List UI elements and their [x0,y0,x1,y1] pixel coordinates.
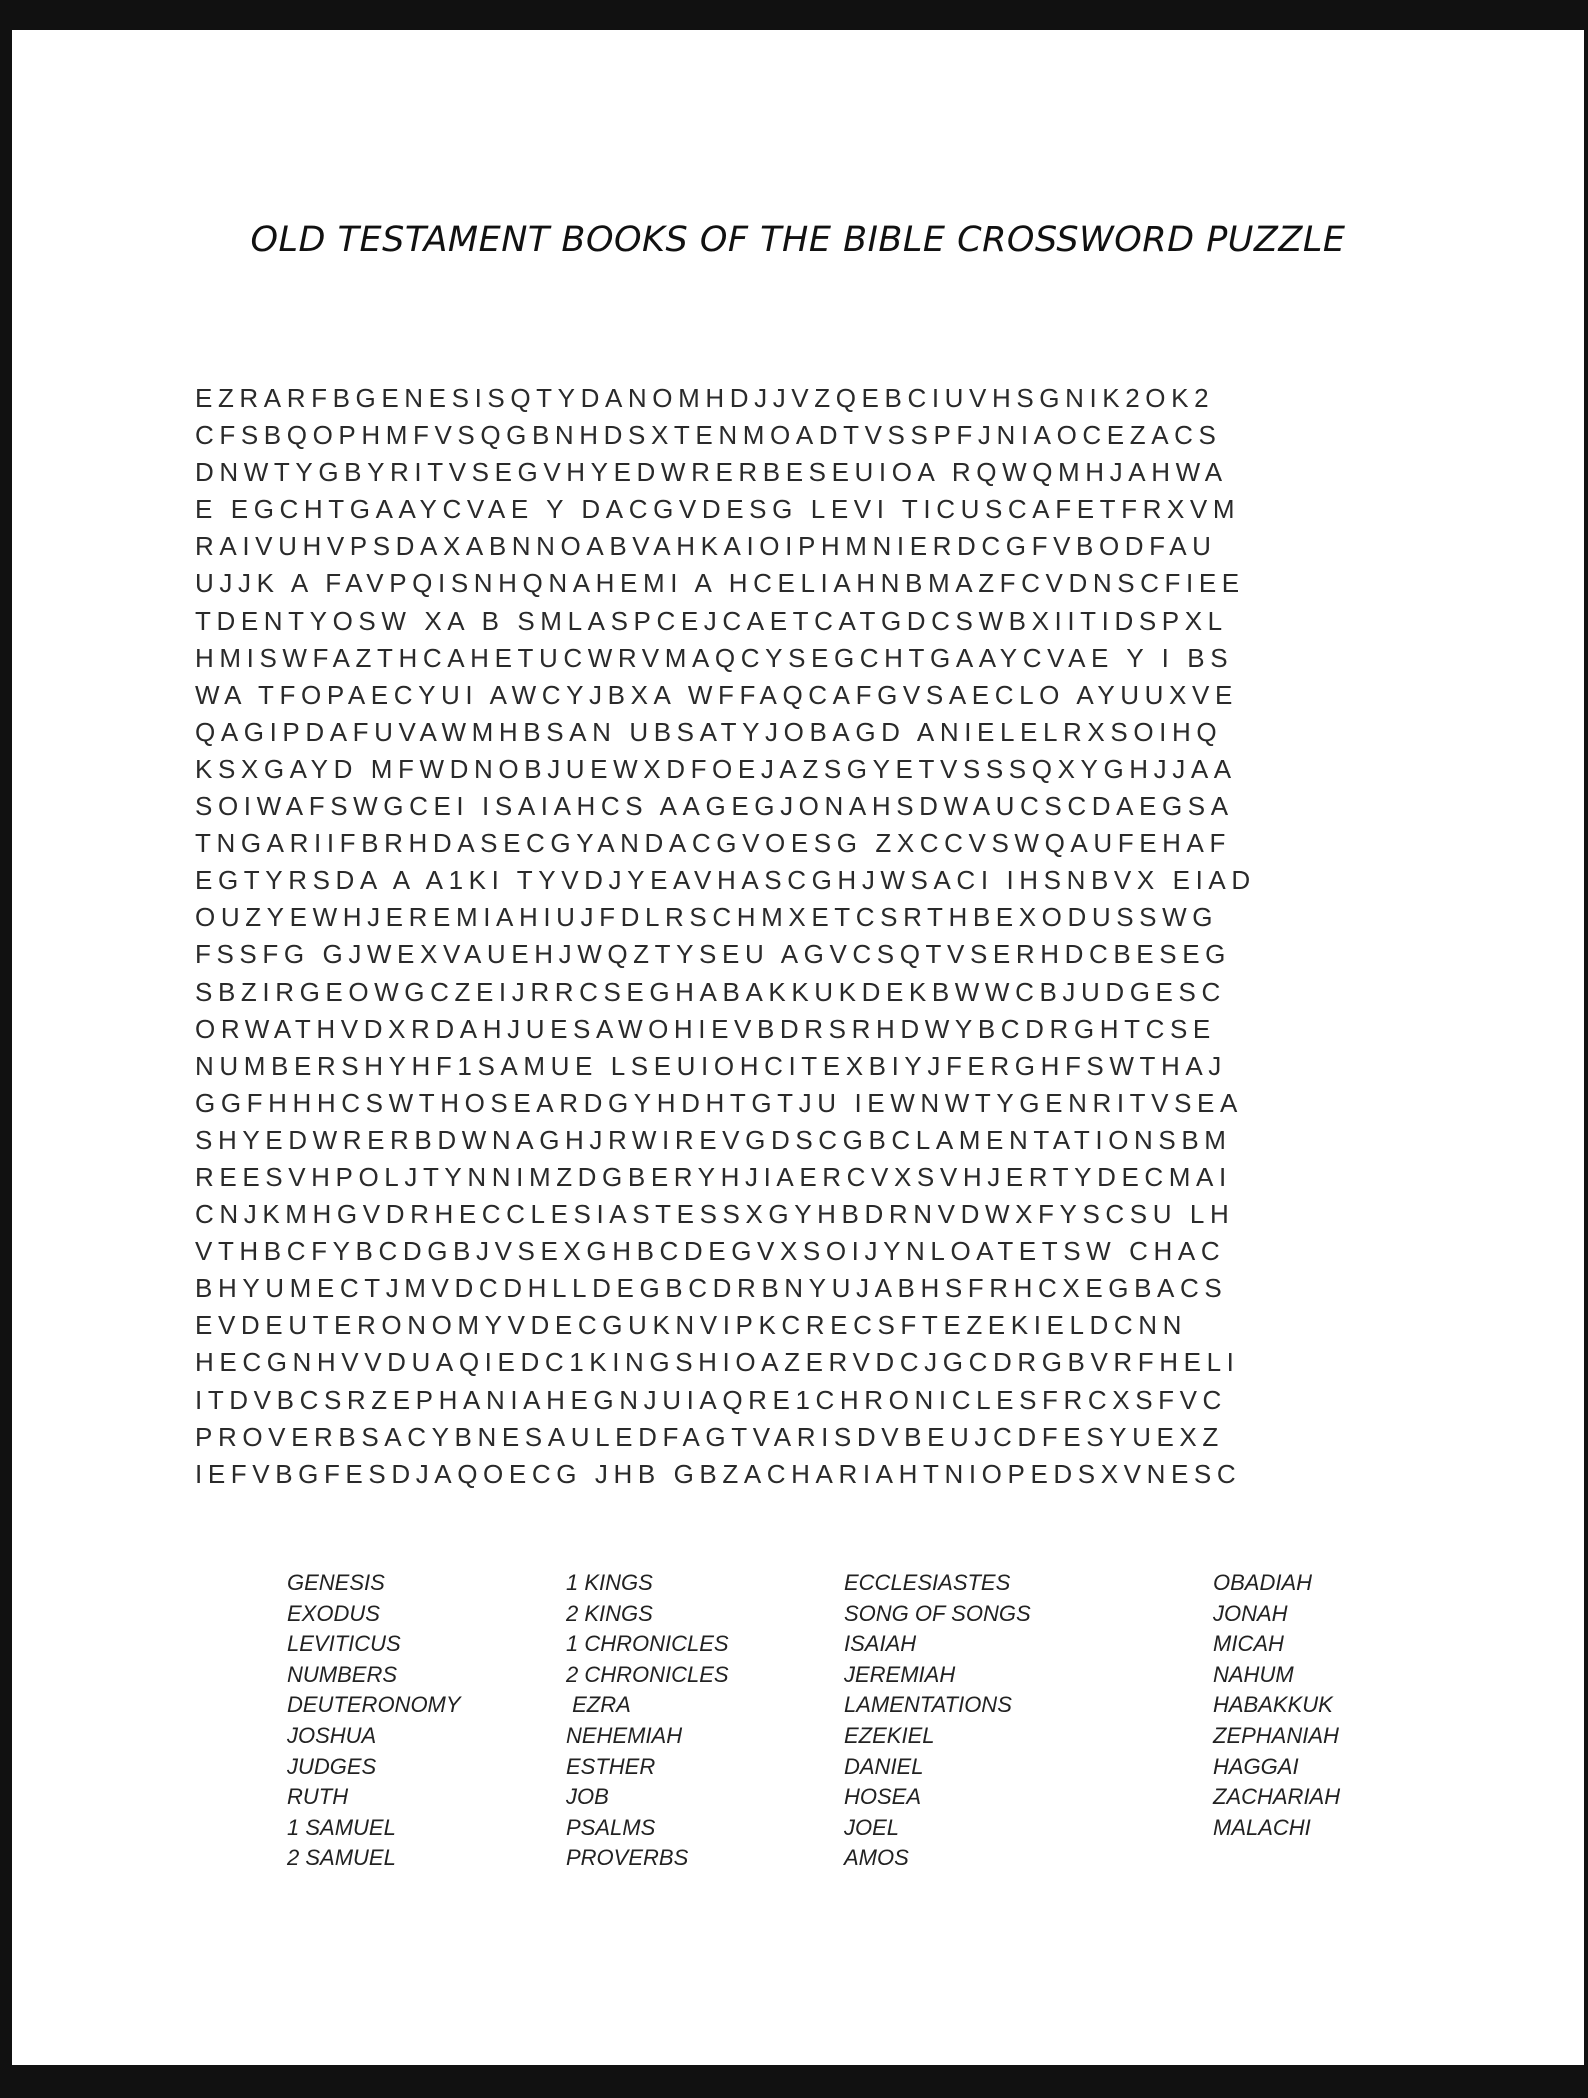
grid-row: EVDEUTERONOMYVDECGUKNVIPKCRECSFTEZEKIELDCNN [195,1310,1188,1341]
grid-row: TDENTYOSW XA B SMLASPCEJCAETCATGDCSWBXIITIDSPXL [195,605,1228,636]
word-list-item: DANIEL [844,1753,924,1779]
grid-row: PROVERBSACYBNESAULEDFAGTVARISDVBEUJCDFESYUEXZ [195,1421,1224,1452]
word-list-item: ISAIAH [844,1631,917,1657]
word-list-item: JONAH [1213,1600,1288,1626]
word-list-item: DEUTERONOMY [287,1692,461,1718]
word-list-item: 2 CHRONICLES [566,1661,729,1687]
grid-row: QAGIPDAFUVAWMHBSAN UBSATYJOBAGD ANIELELRXSOIHQ [195,716,1223,747]
word-list-item: ECCLESIASTES [844,1570,1011,1595]
word-list-item: MALACHI [1213,1814,1311,1840]
grid-row: NUMBERSHYHF1SAMUE LSEUIOHCITEXBIYJFERGHFSWTHAJ [195,1050,1227,1081]
grid-row: GGFHHHCSWTHOSEARDGYHDHTGTJU IEWNWTYGENRITVSEA [195,1087,1243,1118]
grid-row: BHYUMECTJMVDCDHLLDEGBCDRBNYUJABHSFRHCXEGBACS [195,1273,1228,1304]
word-list-item: JEREMIAH [844,1661,956,1687]
grid-row: CFSBQOPHMFVSQGBNHDSXTENMOADTVSSPFJNIAOCEZACS [195,420,1222,451]
grid-row: SHYEDWRERBDWNAGHJRWIREVGDSCGBCLAMENTATIONSBM [195,1124,1232,1155]
word-list-item: EZRA [566,1692,631,1718]
word-list-item: 2 SAMUEL [287,1845,396,1871]
word-list-item: JOSHUA [287,1722,377,1748]
word-list-item: RUTH [287,1784,349,1810]
word-list-item: MICAH [1213,1631,1284,1657]
grid-row: WA TFOPAECYUI AWCYJBXA WFFAQCAFGVSAECLO AYUUXVE [195,679,1238,710]
grid-row: SOIWAFSWGCEI ISAIAHCS AAGEGJONAHSDWAUCSCDAEGSA [195,791,1234,822]
word-list-item: 1 CHRONICLES [566,1631,729,1657]
grid-row: VTHBCFYBCDGBJVSEXGHBCDEGVXSOIJYNLOATETSW CHAC [195,1236,1226,1267]
grid-row: EGTYRSDA A A1KI TYVDJYEAVHASCGHJWSACI IHSNBVX EIAD [195,865,1256,896]
word-list-item: 2 KINGS [566,1600,653,1626]
word-list-item: JUDGES [287,1753,377,1779]
grid-row: SBZIRGEOWGCZEIJRRCSEGHABAKKUKDEKBWWCBJUDGESC [195,976,1226,1007]
grid-row: RAIVUHVPSDAXABNNOABVAHKAIOIPHMNIERDCGFVBODFAU [195,531,1217,562]
grid-row: HMISWFAZTHCAHETUCWRVMAQCYSEGCHTGAAYCVAE Y I BS [195,642,1234,673]
word-list-item: GENESIS [287,1570,385,1595]
grid-row: IEFVBGFESDJAQOECG JHB GBZACHARIAHTNIOPEDSXVNESC [195,1458,1242,1489]
word-list-item: AMOS [844,1845,909,1871]
word-list-item: NEHEMIAH [566,1722,683,1748]
grid-row: HECGNHVVDUAQIEDC1KINGSHIOAZERVDCJGCDRGBVRFHELI [195,1347,1240,1378]
grid-row: DNWTYGBYRITVSEGVHYEDWRERBESEUIOA RQWQMHJAHWA [195,457,1228,488]
grid-row: EZRARFBGENESISQTYDANOMHDJJVZQEBCIUVHSGNIK2OK2 [195,383,1215,413]
puzzle-title: OLD TESTAMENT BOOKS OF THE BIBLE CROSSWORD PUZZLE [250,220,1346,260]
word-list-column [844,1568,1031,1874]
word-list-item: PSALMS [566,1814,656,1840]
word-list-item: HAGGAI [1213,1753,1299,1779]
grid-row: OUZYEWHJEREMIAHIUJFDLRSCHMXETCSRTHBEXODUSSWG [195,902,1219,933]
grid-row: ITDVBCSRZEPHANIAHEGNJUIAQRE1CHRONICLESFRCXSFVC [195,1384,1227,1415]
word-list-item: LAMENTATIONS [844,1692,1012,1718]
word-list-item: JOEL [844,1814,900,1840]
grid-row: REESVHPOLJTYNNIMZDGBERYHJIAERCVXSVHJERTYDECMAI [195,1161,1232,1192]
word-list-item: ZEPHANIAH [1213,1722,1339,1748]
grid-row: KSXGAYD MFWDNOBJUEWXDFOEJAZSGYETVSSSQXYGHJJAA [195,753,1237,784]
word-list-item: OBADIAH [1213,1570,1313,1595]
grid-row: E EGCHTGAAYCVAE Y DACGVDESG LEVI TICUSCAFETFRXVM [195,494,1241,525]
word-list-item: SONG OF SONGS [844,1600,1031,1626]
word-list-item: NAHUM [1213,1661,1294,1687]
word-list-item: NUMBERS [287,1661,398,1687]
word-list-item: LEVITICUS [287,1631,401,1657]
word-list-item: ESTHER [566,1753,656,1779]
grid-row: TNGARIIFBRHDASECGYANDACGVOESG ZXCCVSWQAUFEHAF [195,828,1231,859]
word-list-item: EXODUS [287,1600,380,1626]
letter-grid [195,380,1415,1493]
word-list-item: 1 SAMUEL [287,1814,396,1840]
word-list [12,1568,1584,1908]
word-list-item: 1 KINGS [566,1570,653,1595]
word-list-column [1213,1568,1340,1843]
word-list-item: JOB [566,1784,609,1810]
grid-row: ORWATHVDXRDAHJUESAWOHIEVBDRSRHDWYBCDRGHTCSE [195,1013,1216,1044]
puzzle-page [12,30,1584,2065]
word-list-column [566,1568,729,1874]
word-list-item: ZACHARIAH [1213,1784,1341,1810]
word-list-item: PROVERBS [566,1845,689,1871]
grid-row: CNJKMHGVDRHECCLESIASTESSXGYHBDRNVDWXFYSCSU LH [195,1199,1235,1230]
word-list-item: HOSEA [844,1784,922,1810]
grid-row: UJJK A FAVPQISNHQNAHEMI A HCELIAHNBMAZFCVDNSCFIEE [195,568,1245,599]
grid-row: FSSFG GJWEXVAUEHJWQZTYSEU AGVCSQTVSERHDCBESEG [195,939,1231,970]
word-list-item: HABAKKUK [1213,1692,1333,1718]
word-list-item: EZEKIEL [844,1722,935,1748]
word-list-column [287,1568,461,1874]
